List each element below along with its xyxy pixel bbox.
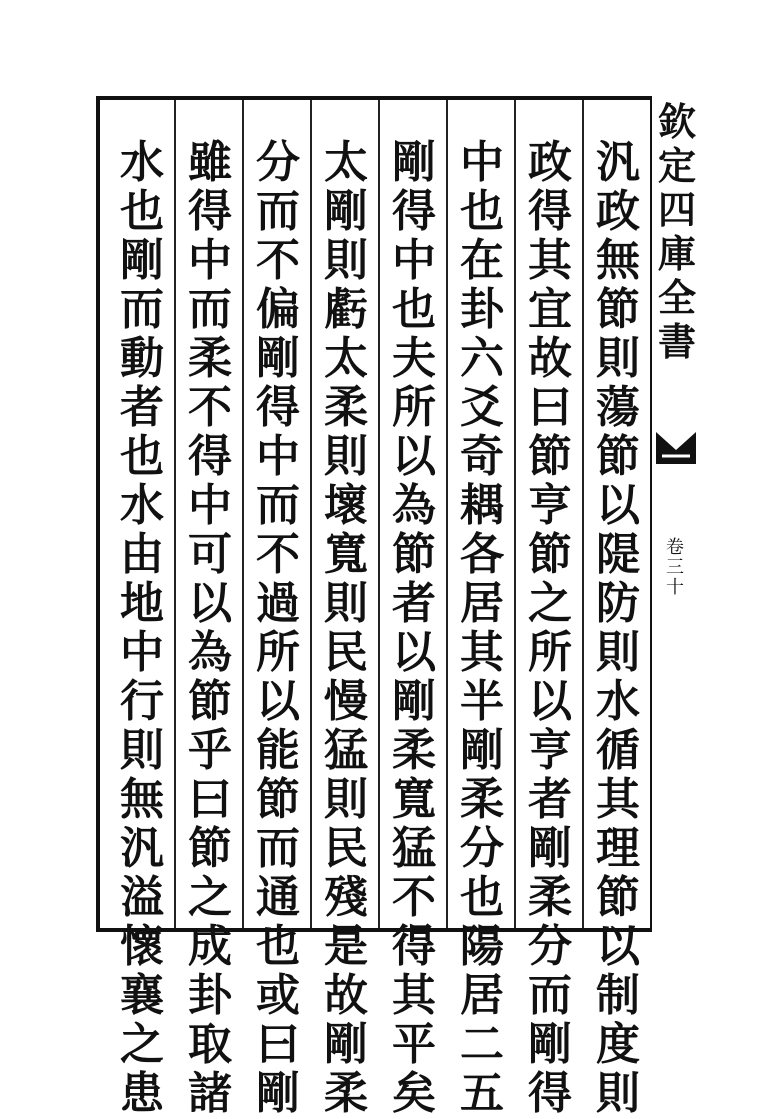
- text-char: 也: [256, 921, 300, 972]
- text-char: 中: [188, 235, 232, 286]
- text-char: 剛: [392, 676, 436, 727]
- text-char: 則: [596, 627, 640, 678]
- text-char: 其: [528, 235, 572, 286]
- text-column-7: [180, 137, 240, 1119]
- text-char: 能: [256, 725, 300, 776]
- text-column-2: [520, 137, 580, 1119]
- text-char: 節: [596, 872, 640, 923]
- text-char: 無: [596, 235, 640, 286]
- text-char: 虧: [324, 284, 368, 335]
- text-char: 則: [120, 725, 164, 776]
- text-char: 柔: [324, 1068, 368, 1119]
- text-char: 寬: [324, 529, 368, 580]
- text-char: 政: [596, 186, 640, 237]
- text-char: 宜: [528, 284, 572, 335]
- text-char: 水: [596, 676, 640, 727]
- text-char: 取: [188, 1019, 232, 1070]
- text-char: 亨: [528, 725, 572, 776]
- text-char: 不: [256, 235, 300, 286]
- column-rule: [242, 100, 244, 928]
- text-char: 以: [392, 627, 436, 678]
- text-column-6: [248, 137, 308, 1119]
- text-char: 中: [460, 137, 504, 188]
- title-char: 全: [657, 275, 696, 320]
- text-char: 者: [120, 382, 164, 433]
- text-char: 中: [120, 627, 164, 678]
- text-char: 得: [528, 1068, 572, 1119]
- text-char: 懷: [120, 921, 164, 972]
- text-char: 五: [460, 1068, 504, 1119]
- text-char: 汎: [120, 823, 164, 874]
- text-column-4: [384, 137, 444, 1119]
- text-char: 襄: [120, 970, 164, 1021]
- text-char: 防: [596, 578, 640, 629]
- text-char: 在: [460, 235, 504, 286]
- text-char: 也: [460, 872, 504, 923]
- text-char: 分: [460, 823, 504, 874]
- text-char: 柔: [188, 333, 232, 384]
- text-char: 節: [256, 774, 300, 825]
- text-char: 矣: [392, 1068, 436, 1119]
- column-rule: [582, 100, 584, 928]
- text-column-3: [452, 137, 512, 1119]
- text-char: 陽: [460, 921, 504, 972]
- text-char: 分: [256, 137, 300, 188]
- text-char: 中: [256, 431, 300, 482]
- text-char: 地: [120, 578, 164, 629]
- text-char: 剛: [120, 235, 164, 286]
- text-char: 節: [528, 529, 572, 580]
- text-char: 曰: [528, 382, 572, 433]
- text-char: 無: [120, 774, 164, 825]
- text-char: 殘: [324, 872, 368, 923]
- text-char: 動: [120, 333, 164, 384]
- text-char: 以: [596, 921, 640, 972]
- text-char: 是: [324, 921, 368, 972]
- text-char: 奇: [460, 431, 504, 482]
- text-char: 剛: [324, 1019, 368, 1070]
- column-rule: [174, 100, 176, 928]
- text-char: 也: [460, 186, 504, 237]
- text-char: 猛: [392, 823, 436, 874]
- text-char: 中: [188, 480, 232, 531]
- text-char: 雖: [188, 137, 232, 188]
- text-char: 所: [392, 382, 436, 433]
- text-char: 水: [120, 137, 164, 188]
- text-char: 不: [392, 872, 436, 923]
- text-char: 者: [392, 578, 436, 629]
- text-char: 柔: [392, 725, 436, 776]
- text-char: 乎: [188, 725, 232, 776]
- text-char: 夫: [392, 333, 436, 384]
- text-char: 而: [256, 186, 300, 237]
- text-char: 壞: [324, 480, 368, 531]
- text-char: 慢: [324, 676, 368, 727]
- text-char: 不: [256, 529, 300, 580]
- text-char: 不: [188, 382, 232, 433]
- text-column-5: [316, 137, 376, 1119]
- text-char: 二: [460, 1019, 504, 1070]
- text-char: 以: [188, 578, 232, 629]
- text-char: 猛: [324, 725, 368, 776]
- text-char: 為: [392, 480, 436, 531]
- text-char: 循: [596, 725, 640, 776]
- text-char: 寬: [392, 774, 436, 825]
- text-char: 亨: [528, 480, 572, 531]
- title-char: 定: [657, 143, 696, 188]
- text-char: 理: [596, 823, 640, 874]
- text-char: 則: [324, 431, 368, 482]
- text-char: 行: [120, 676, 164, 727]
- text-char: 成: [188, 921, 232, 972]
- text-char: 居: [460, 970, 504, 1021]
- text-char: 節: [528, 431, 572, 482]
- text-char: 節: [188, 676, 232, 727]
- text-char: 剛: [528, 823, 572, 874]
- text-char: 之: [528, 578, 572, 629]
- volume-char: 三: [666, 557, 684, 578]
- text-char: 而: [120, 284, 164, 335]
- text-char: 剛: [256, 1068, 300, 1119]
- text-char: 各: [460, 529, 504, 580]
- text-char: 之: [120, 1019, 164, 1070]
- text-char: 故: [324, 970, 368, 1021]
- text-char: 為: [188, 627, 232, 678]
- text-char: 而: [256, 823, 300, 874]
- text-char: 六: [460, 333, 504, 384]
- text-char: 柔: [528, 872, 572, 923]
- text-char: 柔: [324, 382, 368, 433]
- text-char: 偏: [256, 284, 300, 335]
- text-char: 得: [256, 382, 300, 433]
- text-char: 也: [120, 431, 164, 482]
- text-char: 過: [256, 578, 300, 629]
- text-char: 之: [188, 872, 232, 923]
- book-title: [652, 100, 702, 364]
- text-char: 曰: [256, 1019, 300, 1070]
- text-char: 蕩: [596, 382, 640, 433]
- text-char: 諸: [188, 1068, 232, 1119]
- text-char: 而: [188, 284, 232, 335]
- text-char: 所: [256, 627, 300, 678]
- text-char: 所: [528, 627, 572, 678]
- text-char: 卦: [460, 284, 504, 335]
- text-char: 柔: [460, 774, 504, 825]
- text-char: 耦: [460, 480, 504, 531]
- text-char: 由: [120, 529, 164, 580]
- title-char: 書: [657, 319, 696, 364]
- text-char: 政: [528, 137, 572, 188]
- text-char: 則: [596, 333, 640, 384]
- page-margin-column: [652, 100, 702, 928]
- column-rule: [378, 100, 380, 928]
- text-char: 節: [188, 823, 232, 874]
- text-char: 中: [392, 235, 436, 286]
- text-char: 節: [596, 284, 640, 335]
- text-char: 制: [596, 970, 640, 1021]
- text-char: 分: [528, 921, 572, 972]
- fish-tail-mark: [654, 430, 698, 466]
- text-char: 以: [392, 431, 436, 482]
- text-char: 則: [324, 578, 368, 629]
- text-char: 半: [460, 676, 504, 727]
- text-char: 患: [120, 1068, 164, 1119]
- text-char: 可: [188, 529, 232, 580]
- text-char: 爻: [460, 382, 504, 433]
- title-char: 欽: [657, 99, 696, 144]
- text-char: 得: [528, 186, 572, 237]
- text-char: 隄: [596, 529, 640, 580]
- text-column-8: [112, 137, 172, 1119]
- text-char: 剛: [528, 1019, 572, 1070]
- text-char: 得: [188, 431, 232, 482]
- text-char: 平: [392, 1019, 436, 1070]
- text-char: 則: [324, 235, 368, 286]
- text-char: 則: [596, 1068, 640, 1119]
- text-char: 而: [528, 970, 572, 1021]
- text-char: 其: [596, 774, 640, 825]
- text-char: 汎: [596, 137, 640, 188]
- text-char: 得: [188, 186, 232, 237]
- text-char: 剛: [460, 725, 504, 776]
- text-char: 得: [392, 921, 436, 972]
- volume-label: [660, 538, 690, 598]
- text-char: 通: [256, 872, 300, 923]
- text-char: 節: [596, 431, 640, 482]
- text-char: 曰: [188, 774, 232, 825]
- volume-char: 十: [666, 577, 684, 598]
- volume-char: 卷: [666, 537, 684, 558]
- title-char: 庫: [657, 231, 696, 276]
- text-char: 者: [528, 774, 572, 825]
- text-char: 溢: [120, 872, 164, 923]
- text-char: 也: [120, 186, 164, 237]
- text-char: 以: [528, 676, 572, 727]
- text-column-1: [588, 137, 648, 1119]
- text-char: 或: [256, 970, 300, 1021]
- text-char: 民: [324, 823, 368, 874]
- text-char: 剛: [324, 186, 368, 237]
- text-char: 太: [324, 137, 368, 188]
- column-rule: [446, 100, 448, 928]
- text-char: 則: [324, 774, 368, 825]
- text-char: 度: [596, 1019, 640, 1070]
- text-char: 以: [256, 676, 300, 727]
- text-char: 節: [392, 529, 436, 580]
- text-char: 水: [120, 480, 164, 531]
- text-char: 其: [392, 970, 436, 1021]
- title-char: 四: [657, 187, 696, 232]
- text-char: 剛: [256, 333, 300, 384]
- text-char: 也: [392, 284, 436, 335]
- text-char: 故: [528, 333, 572, 384]
- text-char: 而: [256, 480, 300, 531]
- column-rule: [514, 100, 516, 928]
- text-char: 卦: [188, 970, 232, 1021]
- text-char: 得: [392, 186, 436, 237]
- text-char: 民: [324, 627, 368, 678]
- text-char: 太: [324, 333, 368, 384]
- column-rule: [310, 100, 312, 928]
- text-char: 以: [596, 480, 640, 531]
- text-char: 剛: [392, 137, 436, 188]
- text-char: 居: [460, 578, 504, 629]
- text-char: 其: [460, 627, 504, 678]
